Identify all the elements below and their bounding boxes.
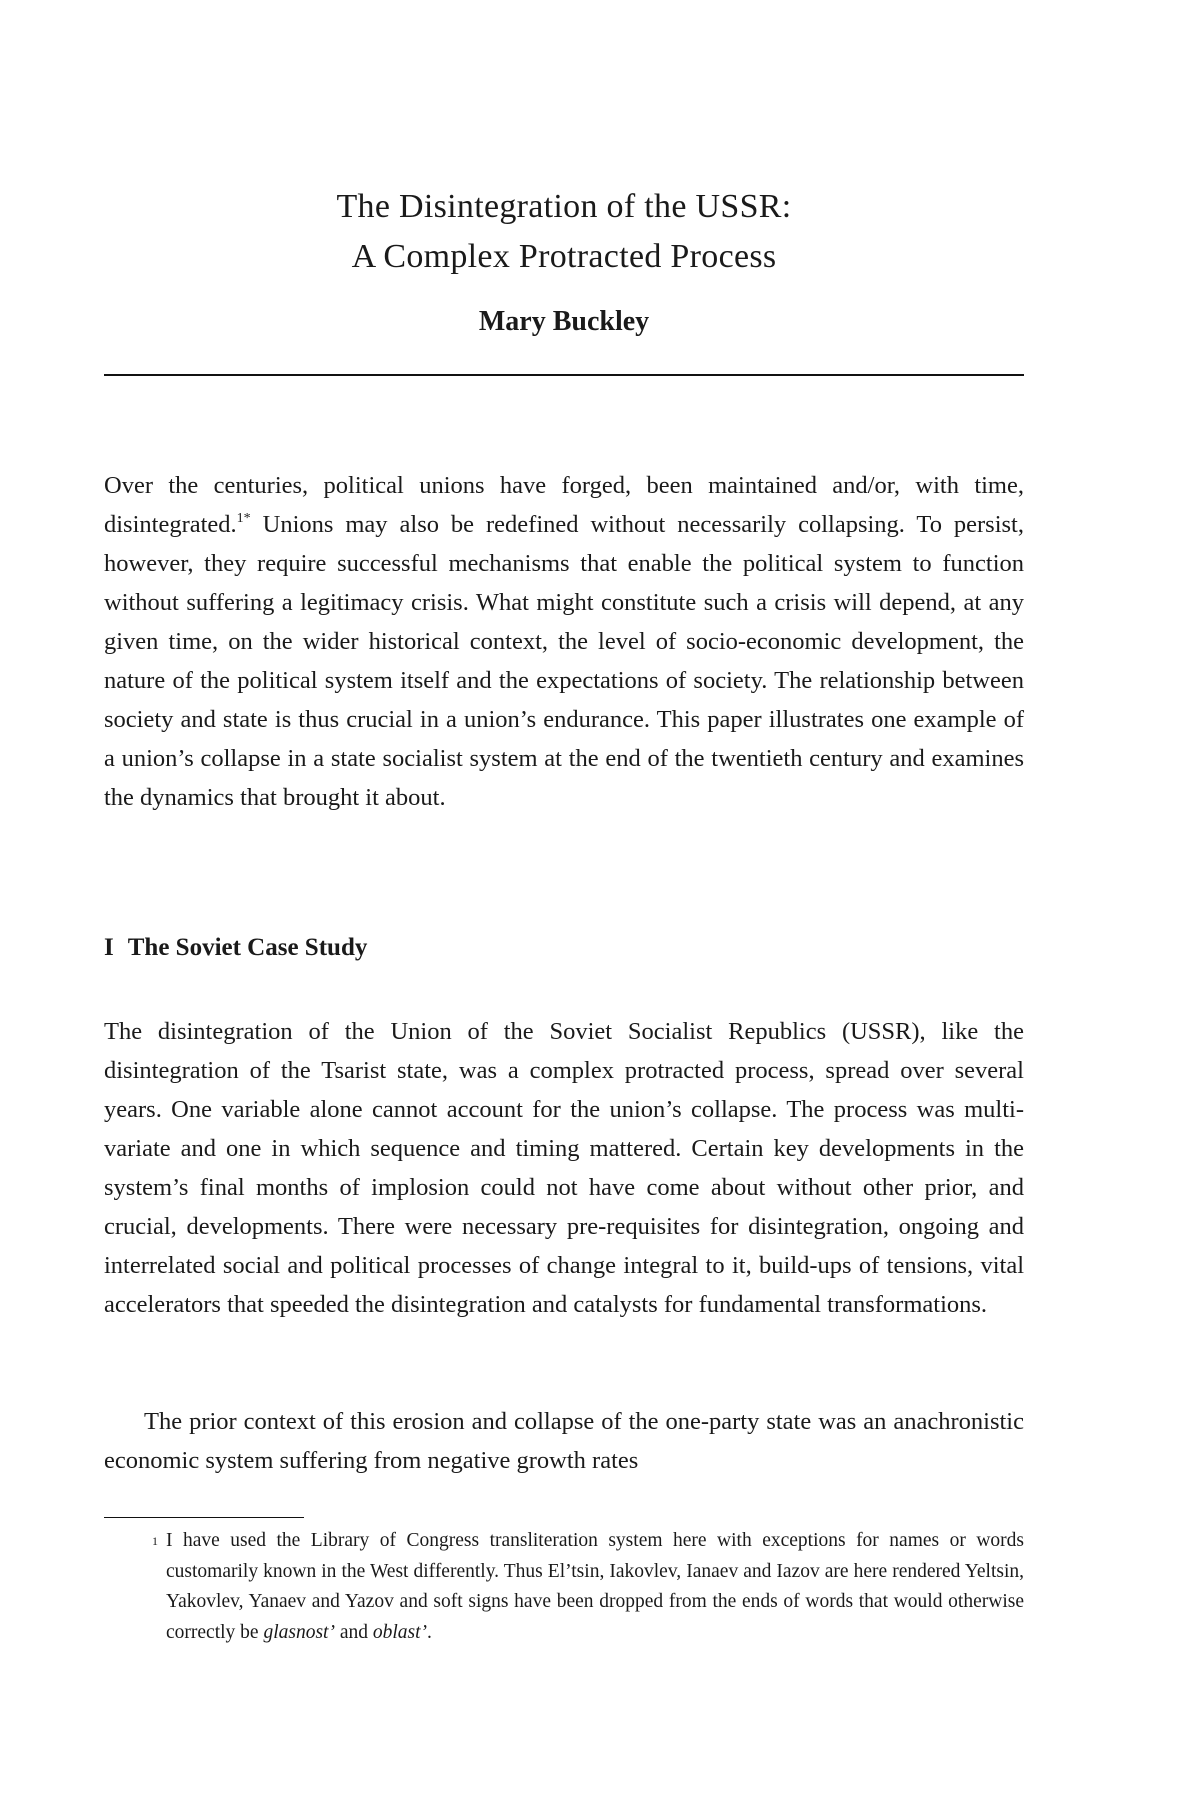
intro-text-rest: Unions may also be redefined without necessarily collapsing. To persist, however, they require successful mechanisms that enable the political system to function without suffering a legitimacy crisis. What might constitute such a crisis will depend, at any given time, on the wider historical context, the level of socio-economic development, the nature of the political system itself and the expectations of society. The relationship between society and state is thus crucial in a union’s endurance. This paper illustrates one example of a union’s collapse in a state socialist system at the end of the twentieth century and examines the dynamics that brought it about. — [104, 511, 1024, 811]
body-paragraph-1: The disintegration of the Union of the Soviet Socialist Republics (USSR), like the disintegration of the Tsarist state, was a complex protracted process, spread over several years. One variable alone cannot account for the union’s collapse. The process was multi-variate and one in which sequence and timing mattered. Certain key developments in the system’s final months of implosion could not have come about without other prior, and crucial, developments. There were necessary pre-requisites for disintegration, ongoing and interrelated social and political processes of change integral to it, build-ups of tensions, vital accelerators that speeded the disintegration and catalysts for fundamental transformations. — [104, 1018, 1024, 1318]
footnote-term-oblast: oblast’ — [372, 1621, 428, 1643]
footnote-end: . — [427, 1621, 432, 1643]
article-title — [104, 182, 1024, 282]
author-name: Mary Buckley — [478, 306, 650, 337]
title-line-1: The Disintegration of the USSR: — [336, 188, 792, 225]
footnote-joiner: and — [334, 1621, 373, 1643]
footnote-text: I have used the Library of Congress transliteration system here with exceptions for names or words customarily known in the West differently. Thus El’tsin, Iakovlev, Ianaev and Iazov are here rendered Yeltsin, Yakovlev, Yanaev and Yazov and soft signs have been dropped from the ends of words that would otherwise correctly be — [166, 1530, 1024, 1643]
intro-paragraph — [104, 466, 1024, 817]
title-divider — [104, 374, 1024, 376]
footnote — [152, 1526, 1024, 1648]
section-number: I — [104, 934, 114, 961]
body-paragraph-2: The prior context of this erosion and collapse of the one-party state was an anachronistic economic system suffering from negative growth rates — [104, 1408, 1024, 1474]
section-heading — [104, 934, 367, 962]
footnote-reference[interactable]: 1* — [236, 511, 251, 526]
footnote-mark: 1 — [152, 1534, 158, 1548]
title-line-2: A Complex Protracted Process — [351, 238, 777, 275]
intro-text-start: Over the centuries, political unions have forged, been maintained and/or, with time, disintegrated. — [104, 472, 1024, 538]
footnote-divider — [104, 1517, 304, 1518]
footnote-term-glasnost: glasnost’ — [263, 1621, 335, 1643]
section-title: The Soviet Case Study — [127, 934, 368, 961]
